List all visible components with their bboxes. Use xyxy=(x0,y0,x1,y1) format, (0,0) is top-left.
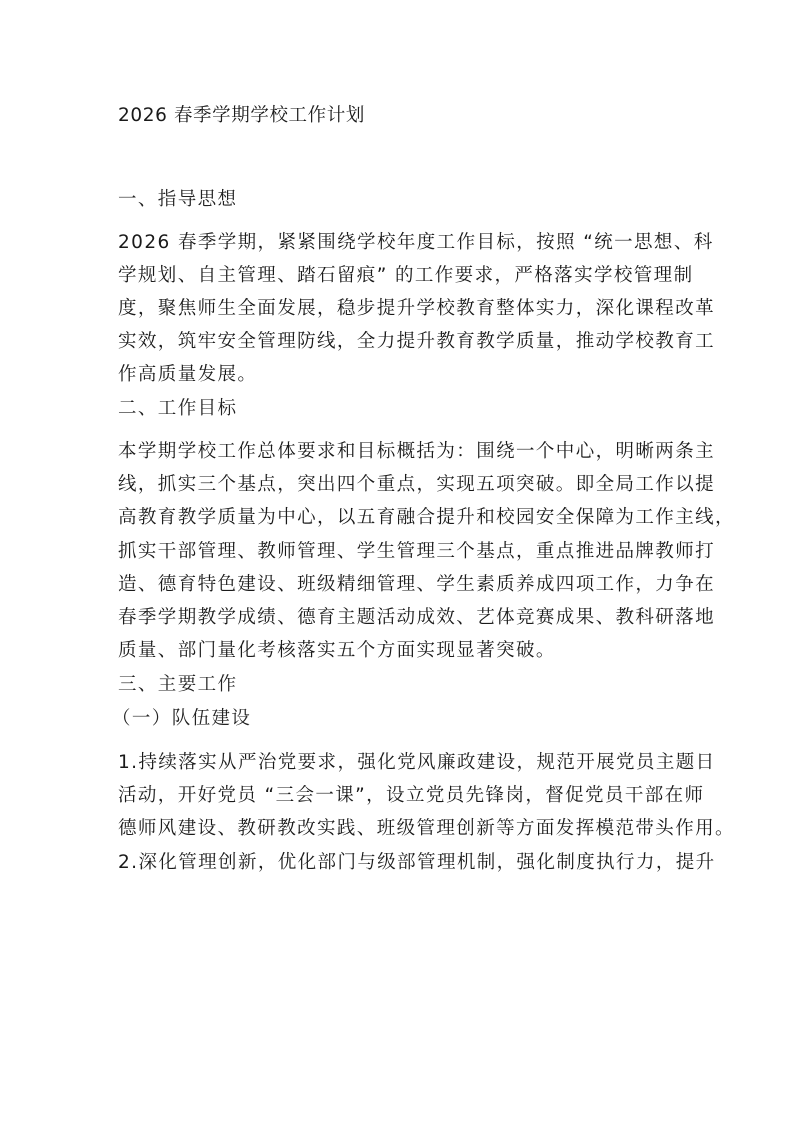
paragraph-line: 度，聚焦师生全面发展，稳步提升学校教育整体实力，深化课程改革 xyxy=(118,298,716,319)
paragraph-line: 活动，开好党员 “三会一课”，设立党员先锋岗，督促党员干部在师 xyxy=(118,785,705,806)
paragraph-line: 1.持续落实从严治党要求，强化党风廉政建设，规范开展党员主题日 xyxy=(118,752,716,773)
document-title: 2026 春季学期学校工作计划 xyxy=(118,105,365,126)
paragraph-line: 学规划、自主管理、踏石留痕” 的工作要求，严格落实学校管理制 xyxy=(118,265,694,286)
paragraph-line: 造、德育特色建设、班级精细管理、学生素质养成四项工作，力争在 xyxy=(118,574,716,595)
paragraph-line: 春季学期教学成绩、德育主题活动成效、艺体竞赛成果、教科研落地 xyxy=(118,607,716,628)
section-heading-main-work: 三、主要工作 xyxy=(118,674,238,695)
paragraph-line: 2026 春季学期，紧紧围绕学校年度工作目标，按照 “统一思想、科 xyxy=(118,232,714,253)
section-heading-work-goals: 二、工作目标 xyxy=(118,398,238,419)
paragraph-line: 作高质量发展。 xyxy=(118,364,258,385)
paragraph-line: 实效，筑牢安全管理防线，全力提升教育教学质量，推动学校教育工 xyxy=(118,331,716,352)
paragraph-line: 2.深化管理创新，优化部门与级部管理机制，强化制度执行力，提升 xyxy=(118,852,716,873)
paragraph-line: 质量、部门量化考核落实五个方面实现显著突破。 xyxy=(118,640,556,661)
paragraph-line: 抓实干部管理、教师管理、学生管理三个基点，重点推进品牌教师打 xyxy=(118,541,716,562)
paragraph-line: 高教育教学质量为中心，以五育融合提升和校园安全保障为工作主线， xyxy=(118,507,735,528)
subsection-heading-team-building: （一）队伍建设 xyxy=(112,708,252,729)
paragraph-line: 本学期学校工作总体要求和目标概括为：围绕一个中心，明晰两条主 xyxy=(118,441,716,462)
paragraph-line: 线，抓实三个基点，突出四个重点，实现五项突破。即全局工作以提 xyxy=(118,474,716,495)
paragraph-line: 德师风建设、教研教改实践、班级管理创新等方面发挥模范带头作用。 xyxy=(118,818,735,839)
section-heading-guiding-ideology: 一、指导思想 xyxy=(118,189,238,210)
